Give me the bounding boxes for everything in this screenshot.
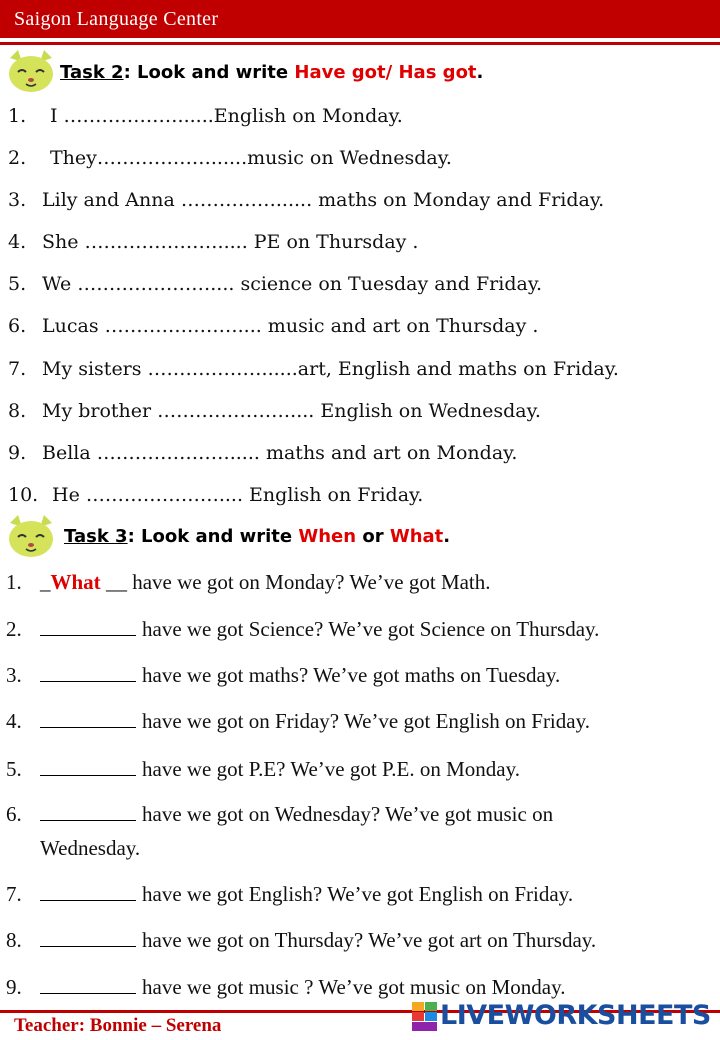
answer-blank[interactable] xyxy=(40,709,136,728)
item-sentence: My brother ………………….... English on Wednesday. xyxy=(42,400,541,422)
item-sentence: We ………………….... science on Tuesday and Friday. xyxy=(42,273,543,295)
item-number: 7. xyxy=(8,358,27,380)
item-sentence: have we got on Monday? We’ve got Math. xyxy=(132,570,491,594)
item-number: 1. xyxy=(6,570,22,594)
item-sentence: have we got on Thursday? We’ve got art on Thursday. xyxy=(142,928,597,952)
item-number: 2. xyxy=(6,617,22,641)
task3-keyword-what: What xyxy=(389,526,444,547)
item-sentence: He ………………….... English on Friday. xyxy=(52,484,424,506)
item-number: 8. xyxy=(6,928,22,952)
item-number: 8. xyxy=(8,400,27,422)
item-sentence: Bella …………………..... maths and art on Monday. xyxy=(42,442,518,464)
answer-blank[interactable] xyxy=(40,663,136,682)
item-sentence: She …………………..... PE on Thursday . xyxy=(42,231,419,253)
item-number: 1. xyxy=(8,105,27,127)
item-number: 4. xyxy=(8,231,27,253)
item-number: 10. xyxy=(8,484,39,506)
item-sentence: My sisters ………………......art, English and maths on Friday. xyxy=(42,358,619,380)
item-sentence: have we got Science? We’ve got Science on Thursday. xyxy=(142,617,600,641)
item-number: 3. xyxy=(8,189,27,211)
item-sentence: have we got on Friday? We’ve got English on Friday. xyxy=(142,709,590,733)
item-sentence: have we got music ? We’ve got music on Monday. xyxy=(142,975,566,999)
teacher-credit: Teacher: Bonnie – Serena xyxy=(14,1015,222,1036)
item-sentence: have we got maths? We’ve got maths on Tuesday. xyxy=(142,663,561,687)
header-bar xyxy=(0,0,720,38)
item-sentence-continued: Wednesday. xyxy=(40,836,141,860)
item-sentence: have we got P.E? We’ve got P.E. on Monday. xyxy=(142,757,520,781)
item-sentence: have we got on Wednesday? We’ve got music on xyxy=(142,802,554,826)
answer-underline: _ xyxy=(40,570,51,594)
center-title: Saigon Language Center xyxy=(14,8,219,30)
answer-blank[interactable] xyxy=(40,617,136,636)
answer-underline: __ xyxy=(100,570,133,594)
item-number: 6. xyxy=(6,802,22,826)
liveworksheets-brand: LIVEWORKSHEETS xyxy=(440,1000,711,1031)
item-number: 3. xyxy=(6,663,22,687)
task3-heading xyxy=(64,526,450,547)
answer-blank[interactable] xyxy=(40,757,136,776)
item-sentence: I ………………......English on Monday. xyxy=(50,105,403,127)
item-number: 5. xyxy=(8,273,27,295)
task2-end: . xyxy=(476,62,484,83)
item-number: 6. xyxy=(8,315,27,337)
item-number: 9. xyxy=(6,975,22,999)
answer-blank[interactable] xyxy=(40,802,136,821)
liveworksheets-logo-icon xyxy=(412,1002,438,1032)
task3-label: Task 3 xyxy=(64,526,128,547)
answer-blank[interactable] xyxy=(40,975,136,994)
answer-blank[interactable] xyxy=(40,928,136,947)
answer-blank[interactable] xyxy=(40,882,136,901)
item-number: 7. xyxy=(6,882,22,906)
task3-keyword-when: When xyxy=(298,526,357,547)
task2-heading xyxy=(60,62,483,83)
item-number: 4. xyxy=(6,709,22,733)
item-number: 2. xyxy=(8,147,27,169)
task3-instruction: : Look and write xyxy=(127,526,299,547)
header-divider xyxy=(0,42,720,45)
cat-mascot-icon xyxy=(2,513,60,561)
item-sentence: They………………......music on Wednesday. xyxy=(50,147,452,169)
example-answer: What xyxy=(50,570,101,594)
task3-end: . xyxy=(443,526,451,547)
task2-instruction: : Look and write xyxy=(123,62,295,83)
item-number: 5. xyxy=(6,757,22,781)
task2-keywords: Have got/ Has got xyxy=(294,62,477,83)
task2-label: Task 2 xyxy=(60,62,124,83)
task3-or: or xyxy=(356,526,390,547)
cat-mascot-icon xyxy=(2,48,60,96)
item-sentence: Lucas ………………….... music and art on Thursday . xyxy=(42,315,539,337)
item-sentence: Lily and Anna ……………...... maths on Monday and Friday. xyxy=(42,189,605,211)
item-number: 9. xyxy=(8,442,27,464)
item-sentence: have we got English? We’ve got English on Friday. xyxy=(142,882,574,906)
